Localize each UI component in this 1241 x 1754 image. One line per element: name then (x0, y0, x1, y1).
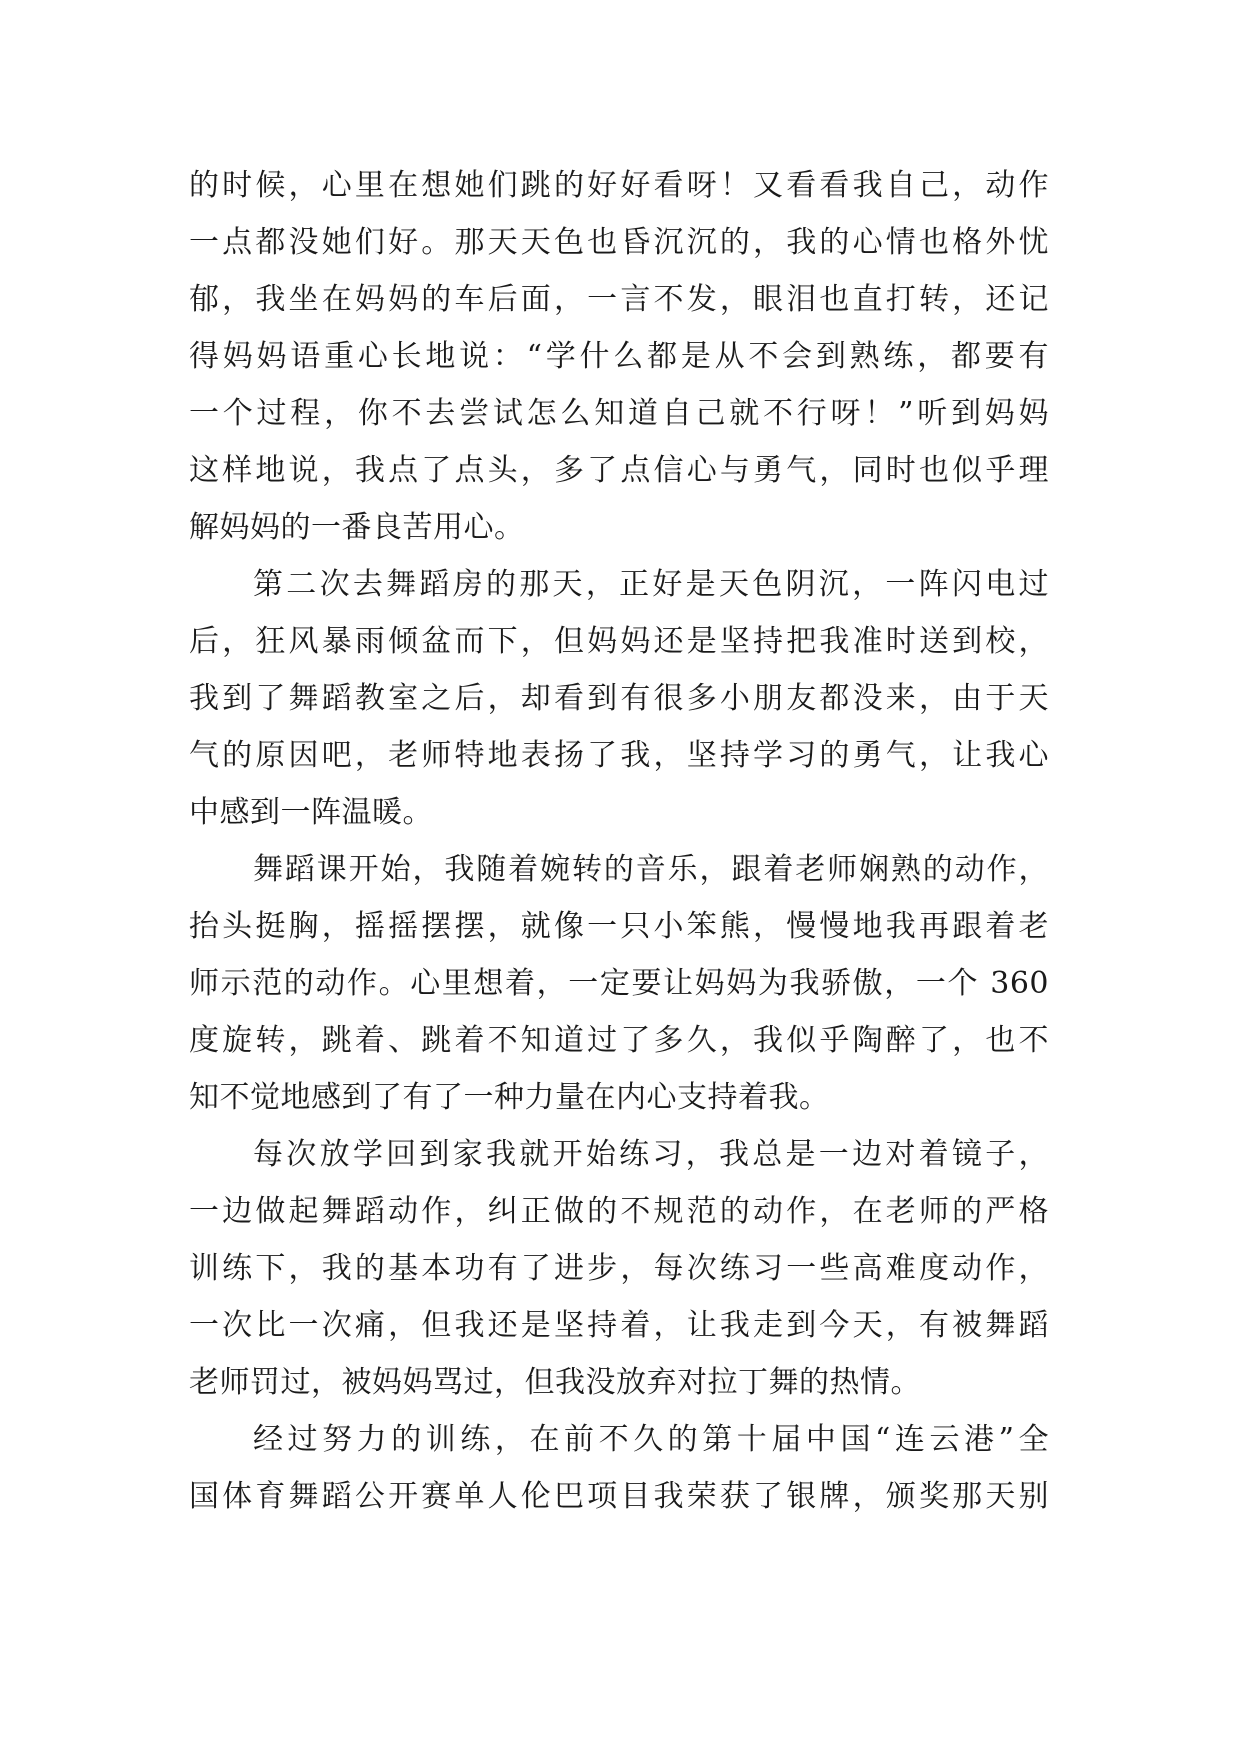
text-line: 一次比一次痛，但我还是坚持着，让我走到今天，有被舞蹈 (189, 1308, 1049, 1343)
text-line: 气的原因吧，老师特地表扬了我，坚持学习的勇气，让我心 (189, 738, 1049, 773)
text-line: 老师罚过，被妈妈骂过，但我没放弃对拉丁舞的热情。 (189, 1365, 921, 1400)
text-line: 抬头挺胸，摇摇摆摆，就像一只小笨熊，慢慢地我再跟着老 (189, 909, 1049, 944)
text-line: 一点都没她们好。那天天色也昏沉沉的，我的心情也格外忧 (189, 225, 1049, 260)
text-line: 知不觉地感到了有了一种力量在内心支持着我。 (189, 1080, 830, 1115)
text-line: 经过努力的训练，在前不久的第十届中国“连云港”全 (253, 1422, 1049, 1457)
text-line: 这样地说，我点了点头，多了点信心与勇气，同时也似乎理 (189, 453, 1049, 488)
text-line: 训练下，我的基本功有了进步，每次练习一些高难度动作， (189, 1251, 1049, 1286)
text-line: 每次放学回到家我就开始练习，我总是一边对着镜子， (253, 1137, 1049, 1172)
body-text (189, 157, 1049, 1525)
text-line: 师示范的动作。心里想着，一定要让妈妈为我骄傲，一个 360 (189, 966, 1049, 1001)
text-line: 中感到一阵温暖。 (189, 795, 433, 830)
text-line: 郁，我坐在妈妈的车后面，一言不发，眼泪也直打转，还记 (189, 282, 1049, 317)
text-line: 舞蹈课开始，我随着婉转的音乐，跟着老师娴熟的动作， (253, 852, 1049, 887)
text-line: 得妈妈语重心长地说：“学什么都是从不会到熟练，都要有 (189, 339, 1049, 374)
text-line: 度旋转，跳着、跳着不知道过了多久，我似乎陶醉了，也不 (189, 1023, 1049, 1058)
text-line: 的时候，心里在想她们跳的好好看呀！又看看我自己，动作 (189, 168, 1049, 203)
text-line: 第二次去舞蹈房的那天，正好是天色阴沉，一阵闪电过 (253, 567, 1049, 602)
text-line: 一边做起舞蹈动作，纠正做的不规范的动作，在老师的严格 (189, 1194, 1049, 1229)
text-line: 解妈妈的一番良苦用心。 (189, 510, 525, 545)
text-line: 国体育舞蹈公开赛单人伦巴项目我荣获了银牌，颁奖那天别 (189, 1479, 1049, 1514)
text-line: 后，狂风暴雨倾盆而下，但妈妈还是坚持把我准时送到校， (189, 624, 1049, 659)
text-line: 我到了舞蹈教室之后，却看到有很多小朋友都没来，由于天 (189, 681, 1049, 716)
text-line: 一个过程，你不去尝试怎么知道自己就不行呀！”听到妈妈 (189, 396, 1049, 431)
